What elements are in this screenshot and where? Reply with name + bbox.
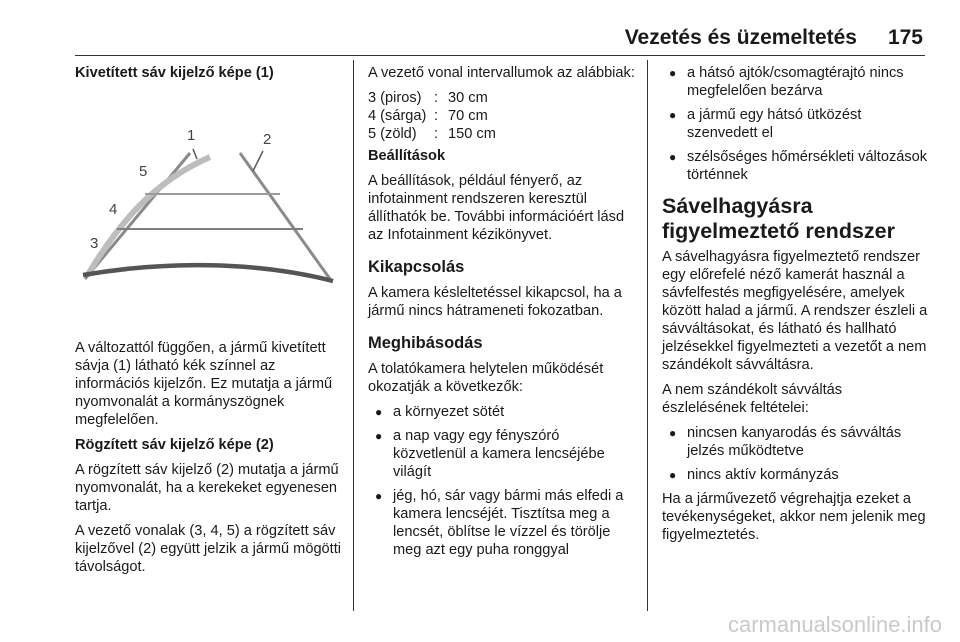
heading-switch-off: Kikapcsolás <box>368 258 465 276</box>
distance-table <box>368 89 636 143</box>
watermark: carmanualsonline.info <box>727 612 942 637</box>
subtitle-projected-lane: Kivetített sáv kijelző képe (1) <box>75 65 274 81</box>
figure-label-4: 4 <box>109 201 118 218</box>
figure-label-2: 2 <box>263 131 272 148</box>
page-header <box>75 22 925 52</box>
paragraph-settings: A beállítások, például fényerő, az infotainment rendszeren keresztül állíthatók be. További információért lásd az Infotainment kézikönyvet. <box>368 173 625 243</box>
paragraph-fault-intro: A tolatókamera helytelen működését okozatják a következők: <box>368 361 604 395</box>
subtitle-settings: Beállítások <box>368 148 446 164</box>
subtitle-fixed-lane: Rögzített sáv kijelző képe (2) <box>75 437 274 453</box>
paragraph-conditions-intro: A nem szándékolt sávváltás észlelésének feltételei: <box>662 382 843 416</box>
paragraph-switch-off: A kamera késleltetéssel kikapcsol, ha a jármű nincs hátrameneti fokozatban. <box>368 285 622 319</box>
column-1 <box>75 64 343 583</box>
conditions-list <box>662 424 930 484</box>
list-item: ● jég, hó, sár vagy bármi más elfedi a kamera lencséjét. Tisztítsa meg a lencsét, öblítse le vízzel és törölje meg azt egy puha ronggyal <box>368 487 636 559</box>
list-item: ● a jármű egy hátsó ütközést szenvedett el <box>662 106 930 142</box>
figure-label-1: 1 <box>187 127 196 144</box>
paragraph-intervals-intro: A vezető vonal intervallumok az alábbiak: <box>368 65 635 81</box>
paragraph-closing: Ha a járművezető végrehajtja ezeket a tevékenységeket, akkor nem jelenik meg figyelmeztetés. <box>662 491 926 543</box>
list-item: ● nincsen kanyarodás és sávváltás jelzés működtetve <box>662 424 930 460</box>
distance-separator: : <box>434 108 439 124</box>
header-rule <box>75 55 925 56</box>
chapter-title: Vezetés és üzemeltetés <box>624 26 857 49</box>
list-item: ● a hátsó ajtók/csomagtérajtó nincs megfelelően bezárva <box>662 64 930 100</box>
list-item: ● a nap vagy egy fényszóró közvetlenül a kamera lencséjébe világít <box>368 427 636 481</box>
distance-value: 70 cm <box>448 108 488 124</box>
figure-label-5: 5 <box>139 163 148 180</box>
paragraph-projected-lane: A változattól függően, a jármű kivetített sávja (1) látható kék színnel az információs kijelzőn. Ez mutatja a jármű nyomvonalát a kormányszögnek megfelelően. <box>75 340 333 428</box>
distance-value: 150 cm <box>448 126 496 142</box>
column-divider-1 <box>353 60 354 611</box>
list-item: ● nincs aktív kormányzás <box>662 466 930 484</box>
column-divider-2 <box>647 60 648 611</box>
distance-label: 5 (zöld) <box>368 126 417 142</box>
fault-list-continued <box>662 64 930 184</box>
heading-lane-departure: Sávelhagyásra figyelmeztető rendszer <box>662 194 895 243</box>
distance-separator: : <box>434 90 439 106</box>
paragraph-fixed-lane: A rögzített sáv kijelző (2) mutatja a jármű nyomvonalát, ha a kerekeket egyenesen tartja. <box>75 462 339 514</box>
distance-separator: : <box>434 126 439 142</box>
heading-fault: Meghibásodás <box>368 334 483 352</box>
fault-list <box>368 403 636 559</box>
camera-guideline-figure <box>75 111 339 319</box>
distance-label: 4 (sárga) <box>368 108 427 124</box>
figure-label-3: 3 <box>90 235 99 252</box>
list-item: ● a környezet sötét <box>368 403 636 421</box>
paragraph-guidelines: A vezető vonalak (3, 4, 5) a rögzített sáv kijelzővel (2) együtt jelzik a jármű mögötti távolságot. <box>75 523 342 575</box>
distance-label: 3 (piros) <box>368 90 422 106</box>
distance-value: 30 cm <box>448 90 488 106</box>
column-2 <box>368 64 636 565</box>
paragraph-lane-departure: A sávelhagyásra figyelmeztető rendszer egy előrefelé néző kamerát használ a sávfelfestés megfigyelésére, amelyek között halad a jármű. A rendszer észleli a sávváltásokat, és látható és hallható jelzésekkel figyelmezteti a vezetőt a nem szándékolt sávváltásra. <box>662 249 928 373</box>
page-number: 175 <box>887 26 923 49</box>
list-item: ● szélsőséges hőmérsékleti változások történnek <box>662 148 930 184</box>
column-3 <box>662 64 930 551</box>
